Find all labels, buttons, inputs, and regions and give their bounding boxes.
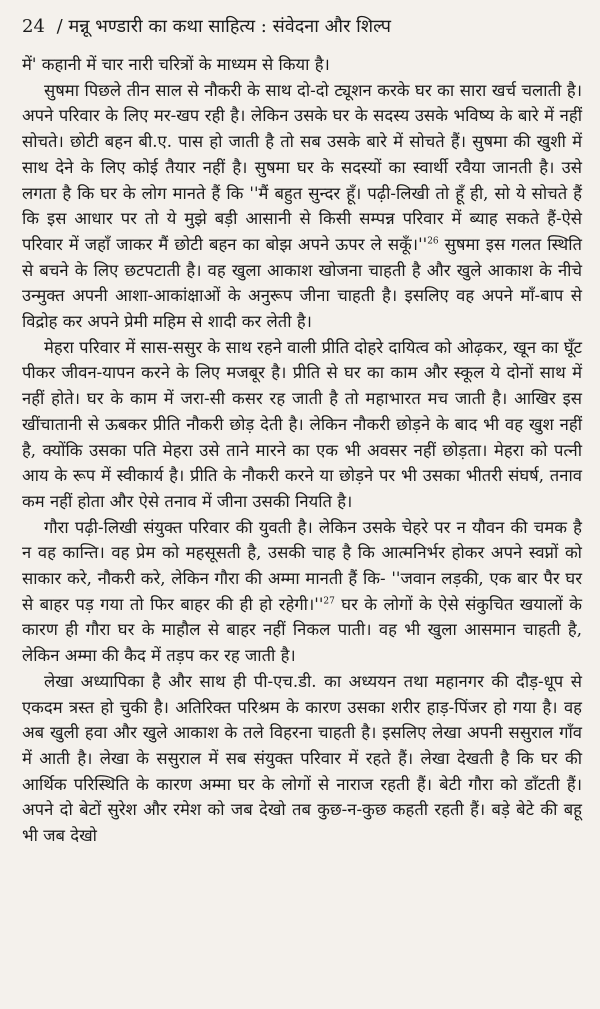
paragraph-text: सुषमा पिछले तीन साल से नौकरी के साथ दो-दो ट्यूशन करके घर का सारा खर्च चलाती है। अपने परिवार के लिए मर-खप रही है। लेकिन उसके घर के सदस्य उसके भविष्य के बारे में नहीं सोचते। छोटी बहन बी.ए. पास हो जाती है तो सब उसके बारे में सोचते हैं। सुषमा की खुशी में साथ देने के लिए कोई तैयार नहीं है। सुषमा घर के सदस्यों का स्वार्थी रवैया जानती है। उसे लगता है कि घर के लोग मानते हैं कि ''मैं बहुत सुन्दर हूँ। पढ़ी-लिखी तो हूँ ही, सो ये सोचते हैं कि इस आधार पर तो ये मुझे बड़ी आसानी से किसी सम्पन्न परिवार में ब्याह सकते हैं-ऐसे परिवार में जहाँ जाकर मैं छोटी बहन का बोझ अपने ऊपर ले सकूँ।'' (22, 80, 582, 254)
paragraph-lekha (22, 669, 582, 849)
paragraph-text: लेखा अध्यापिका है और साथ ही पी-एच.डी. का अध्ययन तथा महानगर की दौड़-धूप से एकदम त्रस्त हो चुकी है। अतिरिक्त परिश्रम के कारण उसका शरीर हाड़-पिंजर हो गया है। वह अब खुली हवा और खुले आकाश के तले विहरना चाहती है। इसलिए लेखा अपनी ससुराल गाँव में आती है। लेखा के ससुराल में सब संयुक्त परिवार में रहते हैं। लेखा देखती है कि घर की आर्थिक परिस्थिति के कारण अम्मा घर के लोगों से नाराज रहती हैं। बेटी गौरा को डाँटती हैं। अपने दो बेटों सुरेश और रमेश को जब देखो तब कुछ-न-कुछ कहती रहती हैं। बड़े बेटे की बहू भी जब देखो (22, 671, 582, 846)
page-number: 24 (22, 16, 45, 37)
paragraph-text: सुषमा इस गलत स्थिति से बचने के लिए छटपटाती है। वह खुला आकाश खोजना चाहती है और खुले आकाश के नीचे उन्मुक्त अपनी आशा-आकांक्षाओं के अनुरूप जीना चाहती है। इसलिए वह अपने माँ-बाप से विद्रोह कर अपने प्रेमी महिम से शादी कर लेती है। (22, 234, 582, 332)
footnote-marker: 27 (323, 596, 335, 607)
running-header (22, 14, 582, 40)
paragraph-text: में' कहानी में चार नारी चरित्रों के माध्यम से किया है। (22, 55, 330, 74)
footnote-marker: 26 (427, 236, 439, 247)
paragraph-gaura (22, 515, 582, 669)
paragraph-preeti (22, 335, 582, 515)
paragraph-text: मेहरा परिवार में सास-ससुर के साथ रहने वाली प्रीति दोहरे दायित्व को ओढ़कर, खून का घूँट पीकर जीवन-यापन करने के लिए मजबूर है। प्रीति से घर का काम और स्कूल ये दोनों साथ में नहीं होते। घर के काम में जरा-सी कसर रह जाती है तो महाभारत मच जाती है। आखिर इस खींचातानी से ऊबकर प्रीति नौकरी छोड़ देती है। लेकिन नौकरी छोड़ने के बाद भी वह खुश नहीं है, क्योंकि उसका पति मेहरा उसे ताने मारने का एक भी अवसर नहीं छोड़ता। मेहरा को पत्नी आय के रूप में स्वीकार्य है। प्रीति के नौकरी करने या छोड़ने पर भी उसका भीतरी संघर्ष, तनाव कम नहीं होता और ऐसे तनाव में जीना उसकी नियति है। (22, 337, 582, 511)
body-text (22, 52, 582, 849)
paragraph-continued (22, 52, 582, 78)
running-title: मन्नू भण्डारी का कथा साहित्य : संवेदना और शिल्प (68, 16, 392, 37)
paragraph-sushma (22, 78, 582, 335)
header-separator: / (56, 16, 63, 37)
paragraph-text: घर के लोगों के ऐसे संकुचित खयालों के कारण ही गौरा घर के माहौल से बाहर नहीं निकल पाती। वह भी खुला आसमान चाहती है, लेकिन अम्मा की कैद में तड़प कर रह जाती है। (22, 594, 582, 666)
paragraph-text: गौरा पढ़ी-लिखी संयुक्त परिवार की युवती है। लेकिन उसके चेहरे पर न यौवन की चमक है न वह कान्ति। वह प्रेम को महसूसती है, उसकी चाह है कि आत्मनिर्भर होकर अपने स्वप्नों को साकार करे, नौकरी करे, लेकिन गौरा की अम्मा मानती हैं कि- ''जवान लड़की, एक बार पैर घर से बाहर पड़ गया तो फिर बाहर की ही हो रहेगी।'' (22, 517, 582, 614)
